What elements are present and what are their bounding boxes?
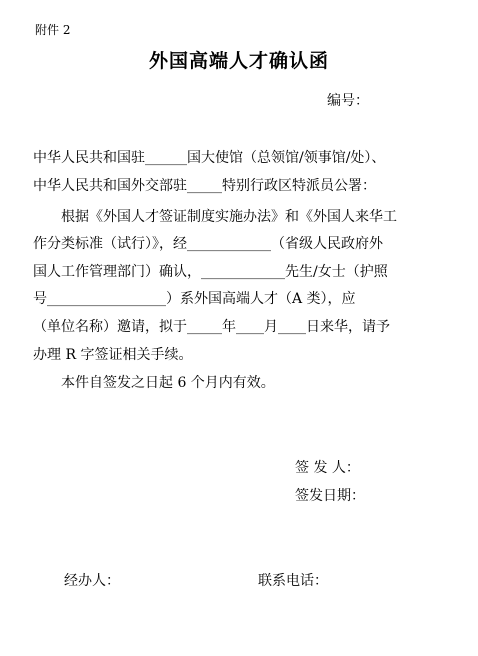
body-line-4-suffix: ）系外国高端人才（A 类），应 — [166, 291, 356, 307]
body-line-5-text: （单位名称）邀请，拟于 — [33, 319, 187, 335]
document-title: 外国高端人才确认函 — [148, 50, 329, 72]
addressee-line-2-text: 中华人民共和国外交部驻 — [33, 178, 187, 194]
month-label: 月 — [264, 319, 278, 335]
body-line-3-text: 国人工作管理部门）确认， — [33, 264, 201, 280]
year-label: 年 — [222, 319, 236, 335]
body-line-2-text: 作分类标准（试行）》，经 — [33, 236, 187, 252]
sign-date-label: 签发日期： — [295, 488, 365, 504]
passport-blank: _________________ — [47, 291, 166, 307]
body-line-1: 根据《外国人才签证制度实施办法》和《外国人来华工 — [61, 209, 397, 225]
authority-blank: ____________ — [187, 236, 271, 252]
month-blank: ____ — [236, 319, 264, 335]
body-line-5-suffix: 日来华，请予 — [306, 319, 390, 335]
name-blank: ____________ — [201, 264, 285, 280]
addressee-line-1-text: 中华人民共和国驻 — [33, 150, 145, 166]
addressee-line-2 — [33, 179, 376, 193]
handler-label: 经办人： — [64, 573, 120, 589]
body-line-3 — [33, 265, 388, 279]
country-blank: ______ — [145, 150, 187, 166]
contact-phone-label: 联系电话： — [258, 573, 328, 589]
body-line-5 — [33, 320, 390, 334]
body-line-2 — [33, 237, 383, 251]
serial-number-label: 编号： — [327, 93, 369, 109]
body-line-6: 办理 R 字签证相关手续。 — [33, 347, 193, 363]
annex-label: 附件 2 — [35, 23, 71, 37]
body-line-4-text: 号 — [33, 291, 47, 307]
addressee-line-2-suffix: 特别行政区特派员公署： — [222, 178, 376, 194]
addressee-line-1-suffix: 国大使馆（总领馆/领事馆/处）、 — [187, 150, 386, 166]
year-blank: _____ — [187, 319, 222, 335]
body-line-2-suffix: （省级人民政府外 — [271, 236, 383, 252]
addressee-line-1 — [33, 151, 385, 165]
body-line-4 — [33, 292, 356, 306]
signer-label: 签 发 人： — [295, 460, 360, 476]
body-line-3-suffix: 先生/女士（护照 — [285, 264, 388, 280]
day-blank: ____ — [278, 319, 306, 335]
region-blank: _____ — [187, 178, 222, 194]
validity-note: 本件自签发之日起 6 个月内有效。 — [61, 375, 275, 391]
